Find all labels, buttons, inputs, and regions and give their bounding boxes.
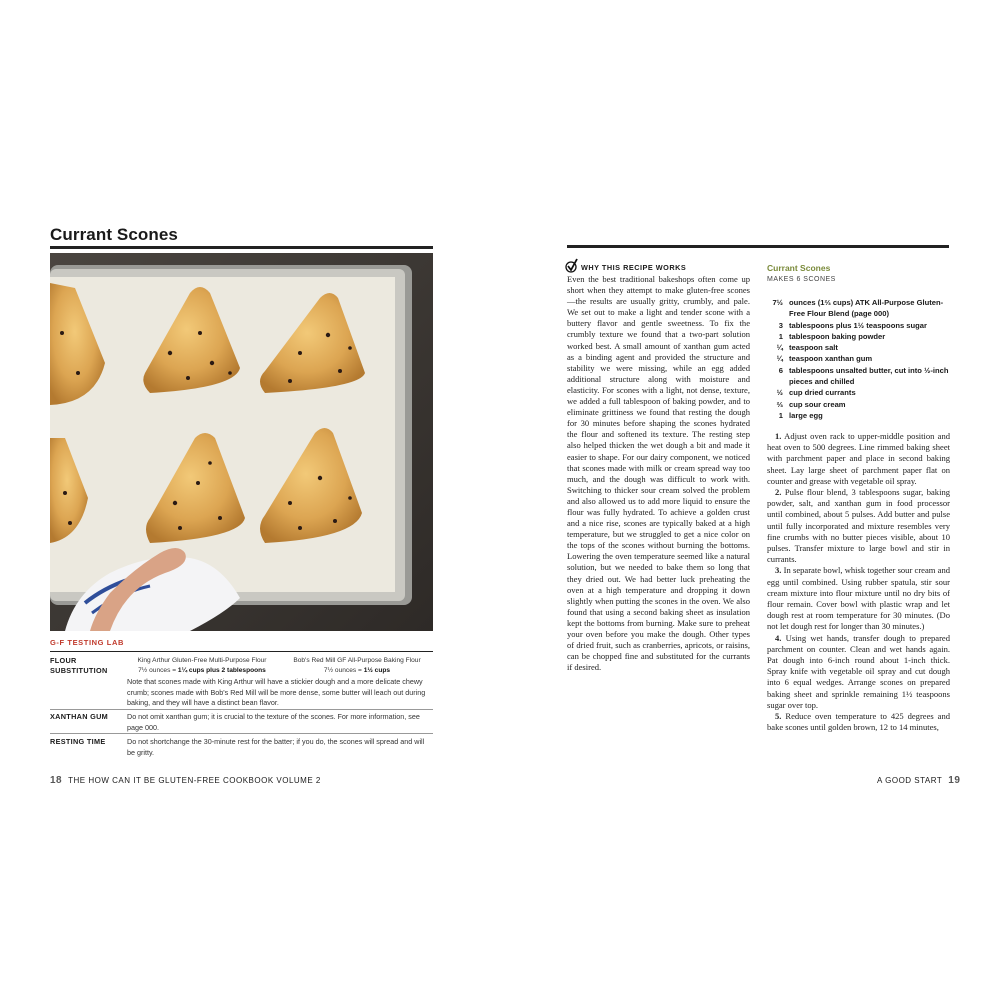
- ingredient-text: tablespoon baking powder: [789, 331, 886, 341]
- right-top-rule: [567, 245, 949, 248]
- ingredient-quantity: 7½: [772, 298, 783, 307]
- king-arthur-name: King Arthur Gluten-Free Multi-Purpose Flour: [137, 657, 267, 664]
- step-text: Reduce oven temperature to 425 degrees and bake scones until golden brown, 12 to 14 minutes,: [767, 711, 950, 733]
- step-text: In separate bowl, whisk together sour cream and egg until combined. Using rubber spatula, stir sour cream mixture into flour mixture until no dry bits of flour remain. Cover bowl with plastic wrap and let dough rest at room temperature for 30 minutes. (Do not let dough rest for longer than 30 minutes.): [767, 565, 950, 632]
- king-arthur-amount: 7½ ounces = 1¼ cups plus 2 tablespoons: [138, 666, 266, 674]
- testing-lab-heading: G-F TESTING LAB: [50, 638, 124, 647]
- right-running-head: A GOOD START: [877, 776, 943, 785]
- ingredient-item: [767, 365, 950, 388]
- ingredient-quantity: ¼: [776, 343, 783, 353]
- title-rule: [50, 246, 433, 249]
- ingredient-text: tablespoons plus 1½ teaspoons sugar: [789, 320, 927, 330]
- ingredient-quantity: ⅔: [776, 399, 783, 409]
- step-paragraph: [767, 633, 950, 711]
- flour-substitution-label: FLOUR SUBSTITUTION: [50, 656, 108, 675]
- flour-note: Note that scones made with King Arthur will have a stickier dough and a more delicate chewy crumb; scones made with Bob's Red Mill will be more dense, some butter will leach out during baking, and they will have a distinct bean flavor.: [127, 677, 426, 708]
- bobs-red-mill-name: Bob's Red Mill GF All-Purpose Baking Flour: [293, 657, 421, 664]
- step-number: 1.: [775, 431, 782, 441]
- right-footer: [877, 775, 960, 786]
- xanthan-gum-text: Do not omit xanthan gum; it is crucial to the texture of the scones. For more information, see page 000.: [127, 712, 420, 732]
- recipe-subtitle: Currant Scones: [767, 263, 831, 273]
- checkmark-icon: [565, 258, 579, 274]
- step-number: 4.: [775, 632, 782, 643]
- step-text: Using wet hands, transfer dough to prepared parchment on counter. Clean and wet hands again. Pat dough into 6-inch round about 1-inch thick. Spray knife with vegetable oil spray and cut dough into 6 equal wedges. Arrange scones on prepared baking sheet and sprinkle remaining 1½ teaspoons sugar over top.: [767, 632, 950, 710]
- ingredient-text: cup sour cream: [789, 399, 846, 409]
- ingredient-item: [767, 387, 950, 398]
- step-text: Pulse flour blend, 3 tablespoons sugar, baking powder, salt, and xanthan gum in food processor until combined, about 5 pulses. Add butter and pulse until fully incorporated and mixture resembles very fine crumbs with no butter pieces visible, about 10 pulses. Transfer mixture to large bowl and stir in currants.: [767, 487, 951, 565]
- ingredient-quantity: 1: [778, 331, 783, 341]
- left-footer: [50, 775, 321, 786]
- yield: MAKES 6 SCONES: [767, 276, 836, 283]
- right-page-number: 19: [948, 775, 961, 786]
- why-this-recipe-works-heading: WHY THIS RECIPE WORKS: [581, 263, 687, 272]
- ingredient-item: [767, 342, 950, 353]
- left-running-head: THE HOW CAN IT BE GLUTEN-FREE COOKBOOK VOLUME 2: [68, 776, 321, 785]
- ingredient-quantity: 3: [778, 320, 783, 330]
- step-number: 5.: [775, 711, 782, 722]
- why-this-recipe-works-text: Even the best traditional bakeshops often come up short when they attempt to make gluten-free scones—the results are usually gritty, crumbly, and pale. We set out to make a light and tender scone with a buttery flavor and gentle sweetness. To fix the crumbly texture we found that a two-part solution worked best. A small amount of xanthan gum acted as a binding agent and provided the structure and stability we were missing, while an egg added additional structure along with moisture and elasticity. For scones with a light, not dense, texture, we added a full tablespoon of baking powder, and to eliminate grittiness we found that resting the dough for 30 minutes before shaping the scones hydrated the flour and softened its texture. The resting step also helped thicken the wet dough a bit and made it easier to shape. For our dairy component, we noticed that scones made with milk or cream spread way too much, and the dough was difficult to work with. Switching to thicker sour cream solved the problem and also allowed us to add more liquid to ensure the flour was fully hydrated. To achieve a golden crust and a nice rise, scones are typically baked at a high temperature, but we struggled to get a nice color on the tops of the scones without burning the bottoms. Lowering the oven temperature seemed like a natural solution, but we needed to bake them so long that they dried out. We had better luck preheating the oven at a high temperature and dropping it down slightly when putting the scones in the oven. We also found that using a second baking sheet as insulation kept the bottoms from burning. Make sure to preheat your oven before you make the dough. Other types of dried fruit, such as cranberries, apricots, or raisins, can be chopped fine and substituted for the currants if desired.: [567, 274, 750, 673]
- ingredient-text: ounces (1⅔ cups) ATK All-Purpose Gluten-Free Flour Blend (page 000): [789, 298, 944, 319]
- ingredient-item: [767, 297, 950, 320]
- ingredient-quantity: 1: [778, 410, 783, 420]
- ingredient-item: [767, 410, 950, 421]
- steps-list: [767, 431, 950, 733]
- lab-separator: [50, 733, 433, 734]
- resting-time-text: Do not shortchange the 30-minute rest for the batter; if you do, the scones will spread and will be gritty.: [127, 737, 425, 757]
- ingredient-item: [767, 320, 950, 331]
- lab-rule: [50, 651, 433, 652]
- step-number: 3.: [775, 565, 782, 576]
- ingredient-item: [767, 353, 950, 364]
- ingredient-text: cup dried currants: [789, 388, 856, 398]
- ingredient-quantity: 6: [778, 365, 783, 375]
- ingredient-item: [767, 399, 950, 410]
- step-paragraph: [767, 487, 950, 565]
- ingredient-list: [767, 297, 950, 421]
- ingredient-item: [767, 331, 950, 342]
- ingredient-quantity: ¼: [776, 354, 783, 364]
- bobs-red-mill-option: [282, 656, 432, 675]
- ingredient-quantity: ½: [776, 388, 783, 398]
- step-paragraph: [767, 431, 950, 487]
- king-arthur-option: [127, 656, 277, 675]
- left-page-number: 18: [50, 775, 63, 786]
- ingredient-text: teaspoon salt: [789, 343, 838, 353]
- xanthan-gum-label: XANTHAN GUM: [50, 712, 109, 721]
- resting-time-label: RESTING TIME: [50, 737, 106, 746]
- ingredient-text: tablespoons unsalted butter, cut into ½-inch pieces and chilled: [789, 365, 949, 387]
- ingredient-text: large egg: [789, 410, 823, 420]
- step-number: 2.: [775, 487, 782, 498]
- step-paragraph: [767, 711, 950, 733]
- left-page: [50, 225, 433, 790]
- ingredient-text: teaspoon xanthan gum: [789, 354, 873, 364]
- lab-separator: [50, 709, 433, 710]
- step-text: Adjust oven rack to upper-middle position and heat oven to 500 degrees. Line rimmed baking sheet with parchment paper and place in second baking sheet. Lay large sheet of parchment paper flat on counter and grease with vegetable oil spray.: [767, 431, 950, 486]
- recipe-title: Currant Scones: [50, 225, 178, 244]
- scones-photo: [50, 253, 433, 631]
- step-paragraph: [767, 565, 950, 632]
- bobs-red-mill-amount: 7½ ounces = 1½ cups: [323, 666, 391, 674]
